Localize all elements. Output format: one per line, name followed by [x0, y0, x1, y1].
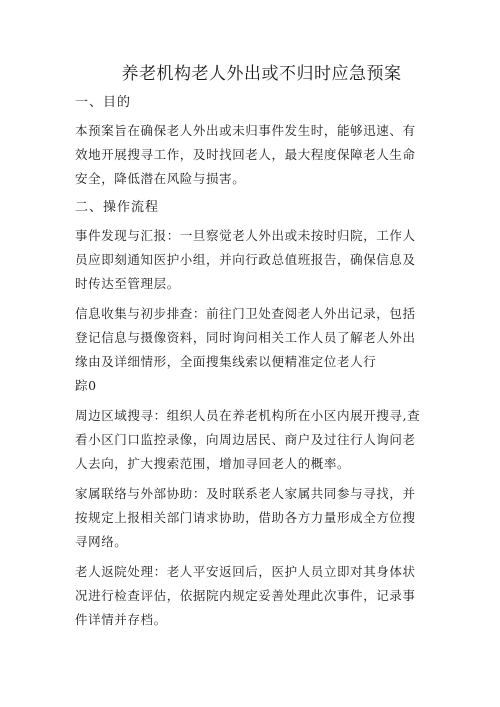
- document-title: 养老机构老人外出或不归时应急预案: [121, 64, 402, 84]
- section-heading-purpose: 一、目的: [75, 95, 132, 110]
- section-heading-procedure: 二、操作流程: [75, 200, 160, 215]
- text-line: 人去向，扩大搜索范围，增加寻回老人的概率。: [75, 456, 351, 471]
- text-line: 事件发现与汇报：一旦察觉老人外出或未按时归院，工作人: [75, 228, 416, 243]
- paragraph-info-collection: [75, 302, 440, 398]
- text-line: 况进行检查评估，依据院内规定妥善处理此次事件，记录事: [75, 588, 416, 603]
- text-line: 件详情并存档。: [75, 612, 167, 627]
- text-line: 安全，降低潜在风险与损害。: [75, 171, 246, 186]
- text-line: 时传达至管理层。: [75, 276, 180, 291]
- text-line: 员应即刻通知医护小组，并向行政总值班报告，确保信息及: [75, 252, 416, 267]
- text-line: 家属联络与外部协助：及时联系老人家属共同参与寻找，并: [75, 486, 416, 501]
- text-line: 信息收集与初步排查：前往门卫处查阅老人外出记录，包括: [75, 306, 416, 321]
- text-line: 老人返院处理：老人平安返回后，医护人员立即对其身体状: [75, 564, 416, 579]
- text-line: 踪0: [75, 378, 97, 393]
- paragraph-purpose: [75, 119, 440, 191]
- text-line: 寻网络。: [75, 534, 128, 549]
- paragraph-discovery-report: [75, 224, 440, 296]
- paragraph-area-search: [75, 404, 440, 476]
- paragraph-family-contact: [75, 482, 440, 554]
- text-line: 效地开展搜寻工作，及时找回老人，最大程度保障老人生命: [75, 147, 416, 162]
- text-line: 看小区门口监控录像，向周边居民、商户及过往行人询问老: [75, 432, 416, 447]
- text-line: 按规定上报相关部门请求协助，借助各方力量形成全方位搜: [75, 510, 416, 525]
- text-line: 周边区域搜寻：组织人员在养老机构所在小区内展开搜寻,查: [75, 408, 421, 423]
- text-line: 缘由及详细情形，全面搜集线索以便精准定位老人行: [75, 354, 377, 369]
- text-line: 登记信息与摄像资料，同时询问相关工作人员了解老人外出: [75, 330, 416, 345]
- text-line: 本预案旨在确保老人外出或未归事件发生时，能够迅速、有: [75, 123, 416, 138]
- paragraph-return-handling: [75, 560, 440, 632]
